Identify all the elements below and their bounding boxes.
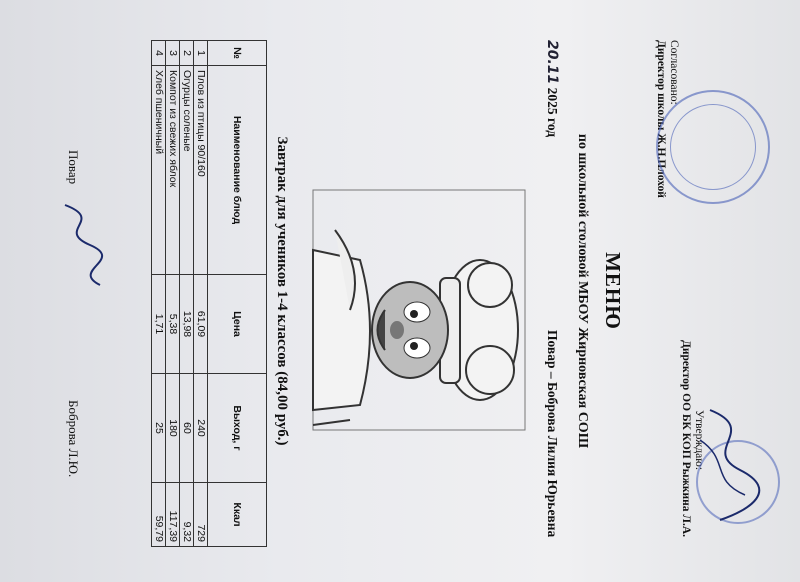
header-kcal: Ккал bbox=[208, 483, 267, 547]
footer-cook-name: Боброва Л.Ю. bbox=[66, 400, 81, 478]
page-title: МЕНЮ bbox=[601, 252, 625, 330]
cell-dish: Огурцы соленые bbox=[180, 66, 194, 275]
cell-kcal: 59,79 bbox=[152, 483, 166, 547]
approved-by: Директор ОО БК КОП Рыжкина Л.А. bbox=[680, 340, 692, 538]
table-header-row bbox=[208, 41, 267, 547]
cell-number: 2 bbox=[180, 41, 194, 66]
header-price: Цена bbox=[208, 275, 267, 374]
cell-price: 1,71 bbox=[152, 275, 166, 374]
cell-kcal: 9,32 bbox=[180, 483, 194, 547]
table-row bbox=[166, 41, 180, 547]
cell-weight: 240 bbox=[194, 374, 208, 483]
table-row bbox=[152, 41, 166, 547]
menu-table bbox=[151, 40, 267, 547]
header-dish: Наименование блюд bbox=[208, 66, 267, 275]
cell-dish: Компот из свежих яблок bbox=[166, 66, 180, 275]
date-handwritten: 20.11 bbox=[544, 40, 560, 85]
cell-price: 13,98 bbox=[180, 275, 194, 374]
cook-header: Повар – Боброва Лилия Юрьевна bbox=[545, 330, 560, 538]
cell-weight: 25 bbox=[152, 374, 166, 483]
cell-dish: Хлеб пшеничный bbox=[152, 66, 166, 275]
signature-icon bbox=[690, 400, 770, 530]
header-weight: Выход, г bbox=[208, 374, 267, 483]
cell-kcal: 117,39 bbox=[166, 483, 180, 547]
header-number: № bbox=[208, 41, 267, 66]
cell-number: 4 bbox=[152, 41, 166, 66]
cell-weight: 180 bbox=[166, 374, 180, 483]
date-line bbox=[544, 40, 560, 137]
cell-price: 61,09 bbox=[194, 275, 208, 374]
cell-kcal: 729 bbox=[194, 483, 208, 547]
cell-dish: Плов из птицы 90/160 bbox=[194, 66, 208, 275]
date-year: 2025 год bbox=[545, 87, 560, 138]
approved-label: Утверждаю: bbox=[693, 410, 705, 471]
footer-cook-label: Повар bbox=[66, 150, 81, 185]
agreed-label: Согласовано: bbox=[668, 40, 680, 105]
table-row bbox=[194, 41, 208, 547]
cook-signature-icon bbox=[50, 200, 110, 290]
meal-title: Завтрак для учеников 1-4 классов (84,00 руб.) bbox=[274, 136, 290, 446]
cell-weight: 60 bbox=[180, 374, 194, 483]
agreed-by: Директор школы Ж.Н.Плохой bbox=[655, 40, 667, 198]
chef-illustration-icon bbox=[300, 170, 535, 440]
school-stamp-seal-icon bbox=[656, 90, 770, 204]
cell-number: 1 bbox=[194, 41, 208, 66]
table-row bbox=[180, 41, 194, 547]
cell-price: 5,38 bbox=[166, 275, 180, 374]
cell-number: 3 bbox=[166, 41, 180, 66]
page-subtitle: по школьной столовой МБОУ Жирновская СОШ bbox=[575, 133, 590, 449]
